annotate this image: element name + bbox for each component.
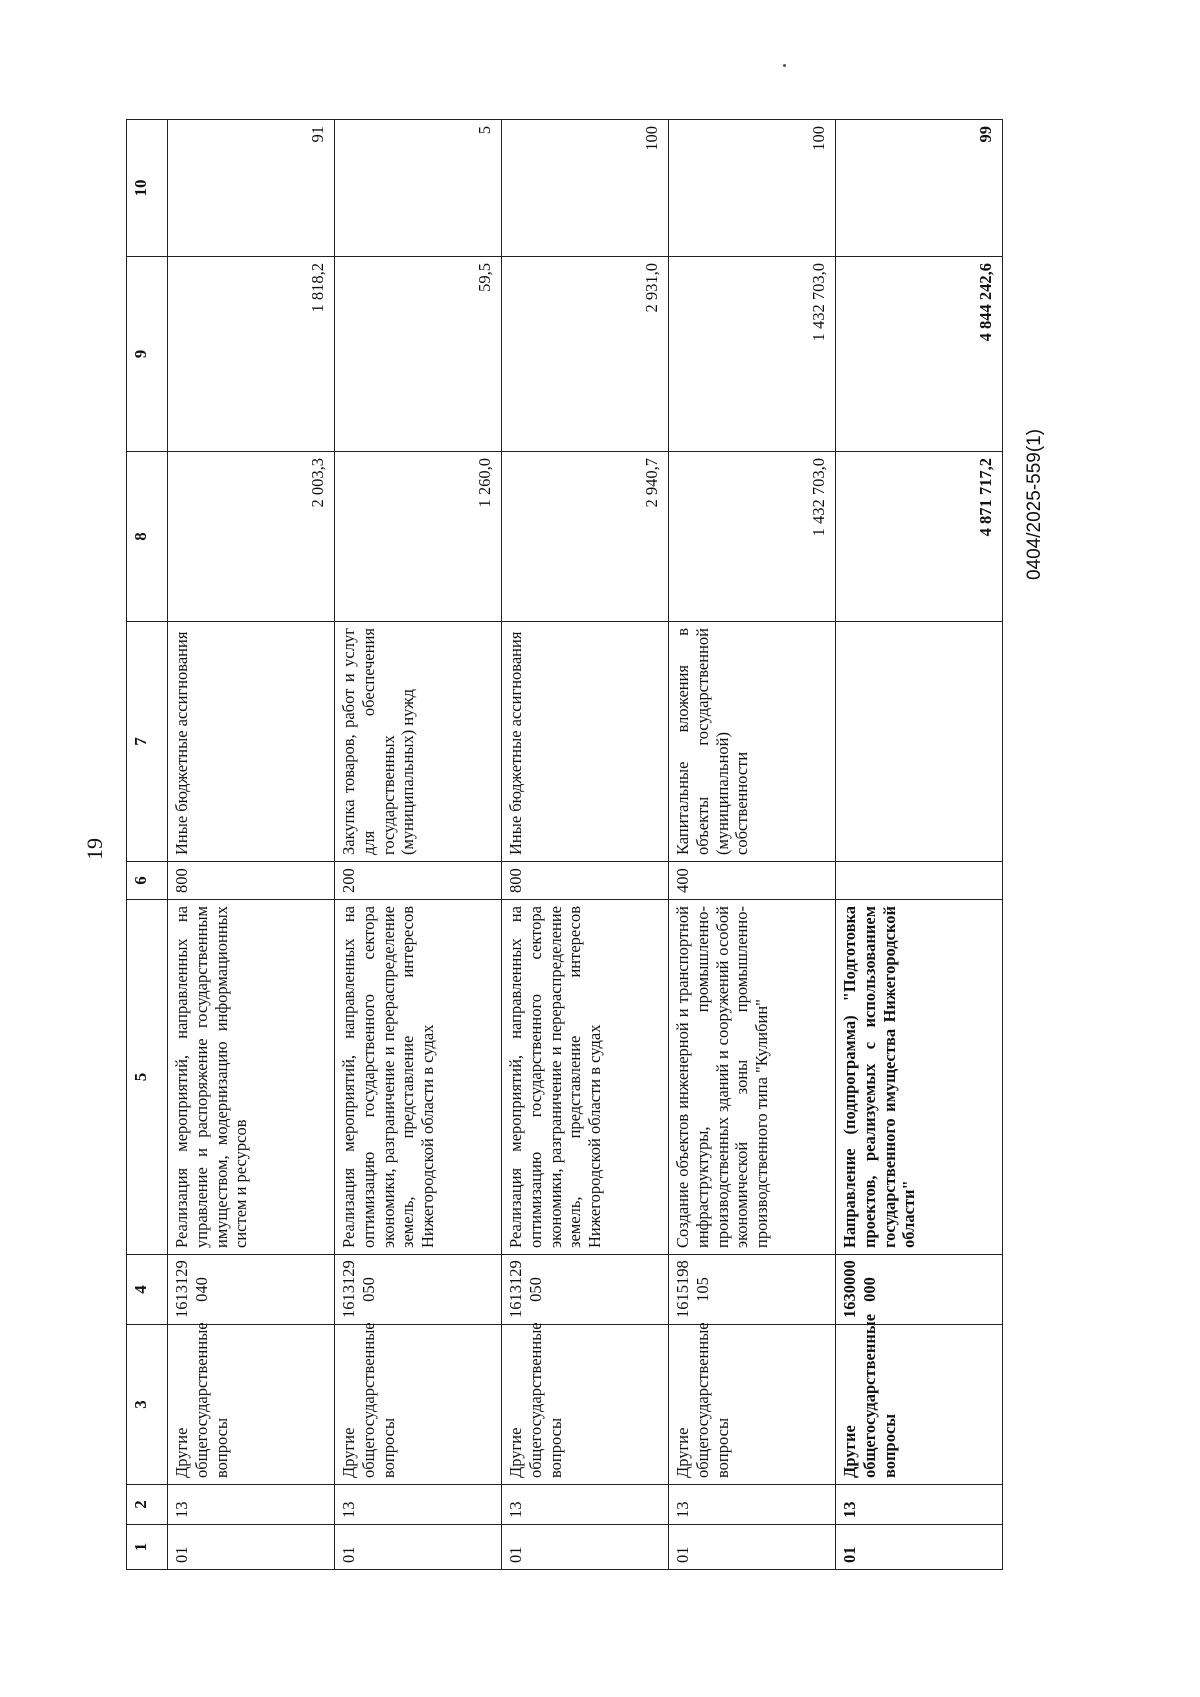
expense-type-code (836, 862, 1003, 900)
expense-type-name (836, 622, 1003, 862)
table-row (669, 120, 836, 1570)
target-article-code: 1630000 000 (836, 1255, 1003, 1325)
planned-amount: 2 003,3 (168, 452, 335, 622)
table-row (502, 120, 669, 1570)
execution-percent: 100 (502, 120, 669, 257)
header-cell: 6 (127, 862, 168, 900)
header-cell: 10 (127, 120, 168, 257)
header-cell: 1 (127, 1525, 168, 1570)
execution-percent: 5 (335, 120, 502, 257)
section-name: Другие общегосударственные вопросы (168, 1325, 335, 1485)
header-cell: 2 (127, 1485, 168, 1525)
target-article-code: 1613129 050 (502, 1255, 669, 1325)
section-name: Другие общегосударственные вопросы (502, 1325, 669, 1485)
expense-type-name: Капитальные вложения в объекты государственной (муниципальной) собственности (669, 622, 836, 862)
article-name: Реализация мероприятий, направленных на управление и распоряжение государственным имуществом, модернизацию информационных систем и ресурсов (168, 900, 335, 1255)
section-code: 01 (335, 1525, 502, 1570)
header-cell: 5 (127, 900, 168, 1255)
expense-type-code: 200 (335, 862, 502, 900)
expense-type-name: Иные бюджетные ассигнования (168, 622, 335, 862)
budget-table (126, 119, 1003, 1570)
section-code: 01 (502, 1525, 669, 1570)
executed-amount: 59,5 (335, 257, 502, 452)
planned-amount: 2 940,7 (502, 452, 669, 622)
table-row (168, 120, 335, 1570)
target-article-code: 1613129 040 (168, 1255, 335, 1325)
execution-percent: 91 (168, 120, 335, 257)
expense-type-code: 800 (502, 862, 669, 900)
article-name: Реализация мероприятий, направленных на оптимизацию государственного сектора экономики, разграничение и перераспределение земель, представление интересов Нижегородской области в судах (502, 900, 669, 1255)
executed-amount: 2 931,0 (502, 257, 669, 452)
subsection-code: 13 (335, 1485, 502, 1525)
article-name: Реализация мероприятий, направленных на оптимизацию государственного сектора экономики, разграничение и перераспределение земель, представление интересов Нижегородской области в судах (335, 900, 502, 1255)
header-row (127, 120, 168, 1570)
section-code: 01 (168, 1525, 335, 1570)
executed-amount: 1 818,2 (168, 257, 335, 452)
rotated-table-container (126, 120, 1056, 1570)
table-row (335, 120, 502, 1570)
planned-amount: 1 260,0 (335, 452, 502, 622)
article-name: Направление (подпрограмма) "Подготовка проектов, реализуемых с использованием государственного имущества Нижегородской области" (836, 900, 1003, 1255)
scan-speck (783, 64, 786, 67)
subsection-code: 13 (502, 1485, 669, 1525)
subsection-code: 13 (836, 1485, 1003, 1525)
section-code: 01 (836, 1525, 1003, 1570)
execution-percent: 100 (669, 120, 836, 257)
subsection-code: 13 (669, 1485, 836, 1525)
header-cell: 4 (127, 1255, 168, 1325)
table-row-subprogram (836, 120, 1003, 1570)
section-name: Другие общегосударственные вопросы (335, 1325, 502, 1485)
target-article-code: 1613129 050 (335, 1255, 502, 1325)
planned-amount: 4 871 717,2 (836, 452, 1003, 622)
executed-amount: 1 432 703,0 (669, 257, 836, 452)
expense-type-name: Закупка товаров, работ и услуг для обеспечения государственных (муниципальных) нужд (335, 622, 502, 862)
planned-amount: 1 432 703,0 (669, 452, 836, 622)
header-cell: 8 (127, 452, 168, 622)
expense-type-code: 400 (669, 862, 836, 900)
header-cell: 3 (127, 1325, 168, 1485)
document-code: 0404/2025-559(1) (1024, 428, 1045, 580)
article-name: Создание объектов инженерной и транспортной инфраструктуры, промышленно-производственных зданий и сооружений особой экономической зоны промышленно-производственного типа "Кулибин" (669, 900, 836, 1255)
header-cell: 9 (127, 257, 168, 452)
section-name: Другие общегосударственные вопросы (836, 1325, 1003, 1485)
page-number: 19 (82, 838, 107, 860)
executed-amount: 4 844 242,6 (836, 257, 1003, 452)
expense-type-name: Иные бюджетные ассигнования (502, 622, 669, 862)
execution-percent: 99 (836, 120, 1003, 257)
target-article-code: 1615198 105 (669, 1255, 836, 1325)
subsection-code: 13 (168, 1485, 335, 1525)
section-code: 01 (669, 1525, 836, 1570)
header-cell: 7 (127, 622, 168, 862)
section-name: Другие общегосударственные вопросы (669, 1325, 836, 1485)
expense-type-code: 800 (168, 862, 335, 900)
